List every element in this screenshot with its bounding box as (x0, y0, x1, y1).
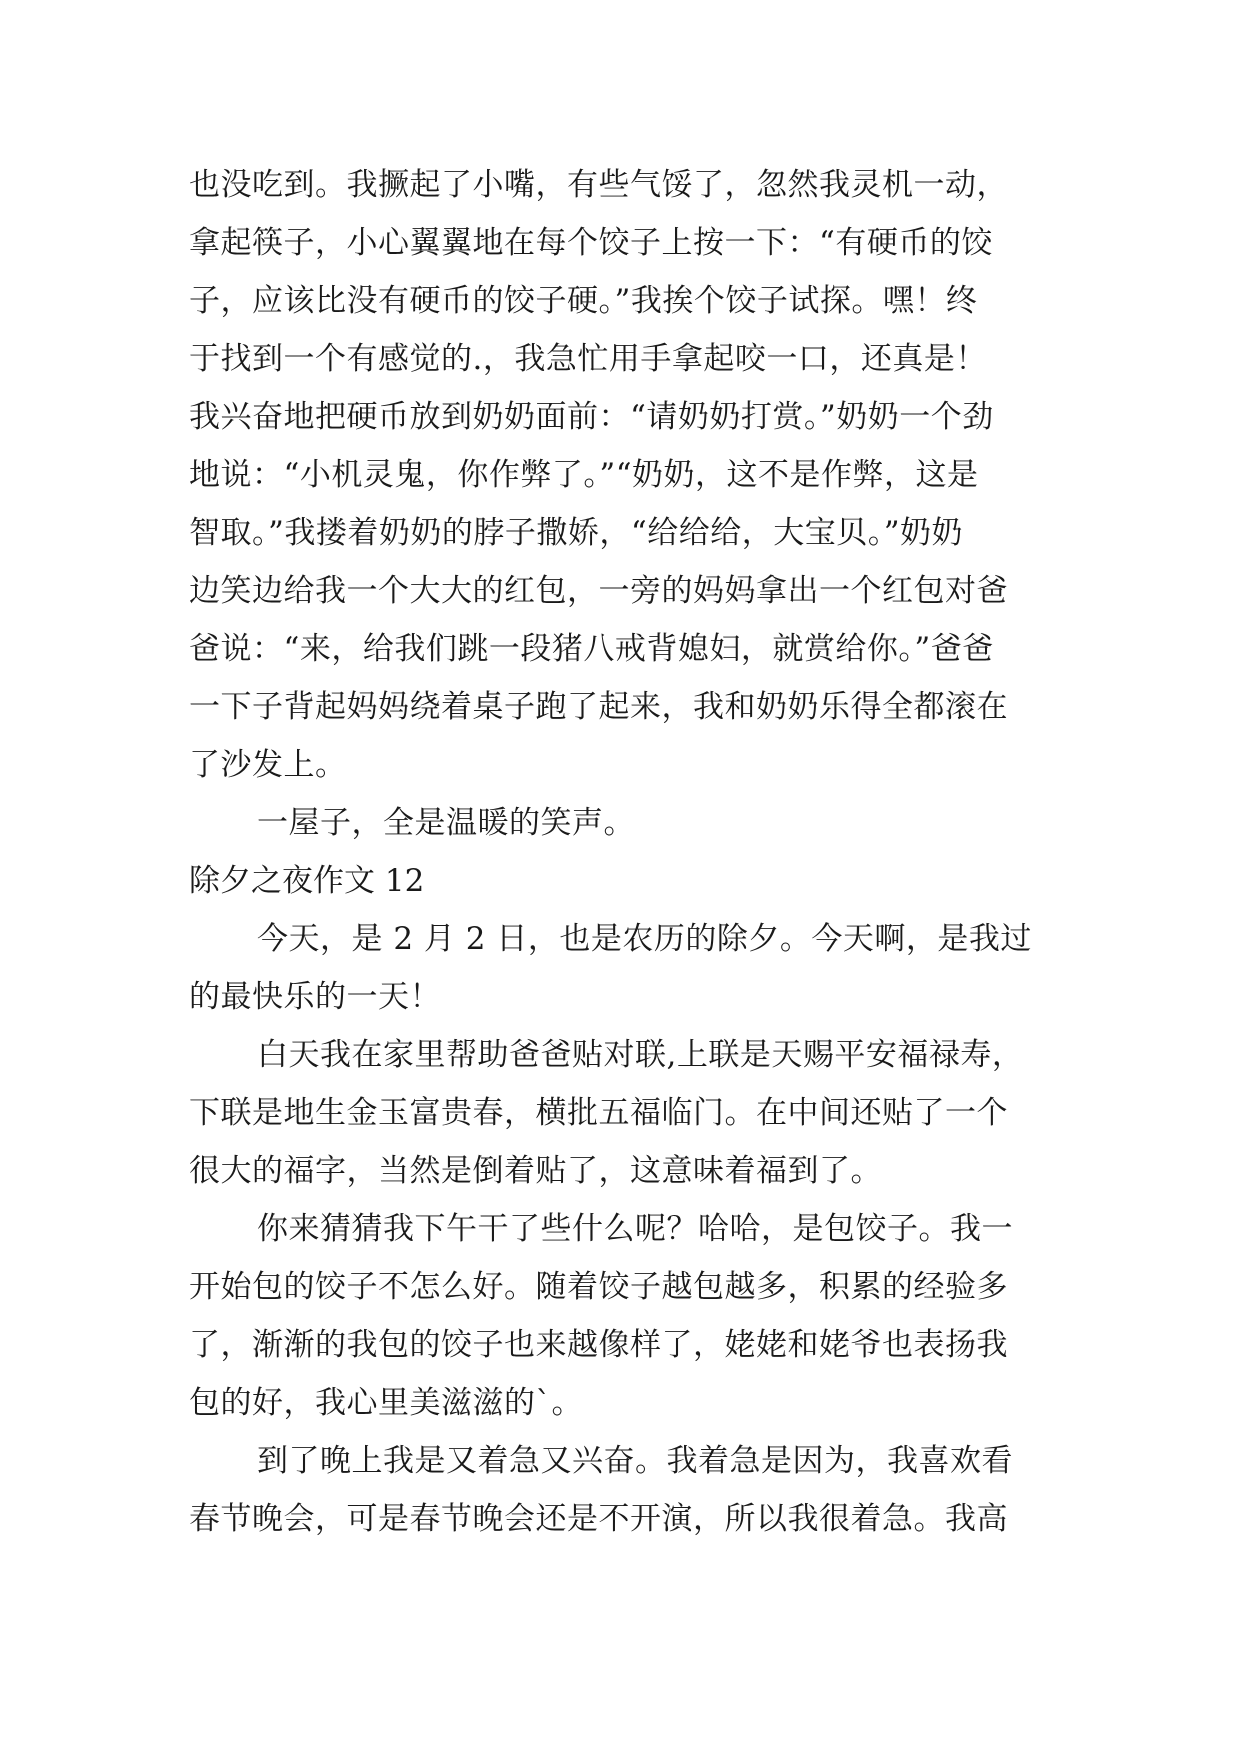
text-line: 今天，是 2 月 2 日，也是农历的除夕。今天啊，是我过 (257, 921, 1032, 957)
text-line: 白天我在家里帮助爸爸贴对联,上联是天赐平安福禄寿， (257, 1037, 1024, 1073)
text-line: 你来猜猜我下午干了些什么呢？哈哈，是包饺子。我一 (257, 1211, 1013, 1247)
text-line: 一下子背起妈妈绕着桌子跑了起来，我和奶奶乐得全都滚在 (189, 689, 1008, 725)
text-line: 于找到一个有感觉的.，我急忙用手拿起咬一口，还真是！ (189, 341, 987, 377)
text-line: 地说：“小机灵鬼，你作弊了。”“奶奶，这不是作弊，这是 (189, 457, 979, 493)
document-page (189, 156, 1049, 1548)
text-line: 也没吃到。我撅起了小嘴，有些气馁了，忽然我灵机一动， (189, 167, 1008, 203)
text-line: 开始包的饺子不怎么好。随着饺子越包越多，积累的经验多 (189, 1269, 1008, 1305)
document-body (189, 156, 1049, 1548)
text-line: 子，应该比没有硬币的饺子硬。”我挨个饺子试探。嘿！终 (189, 283, 978, 319)
section-heading: 除夕之夜作文 12 (189, 863, 425, 899)
text-line: 下联是地生金玉富贵春，横批五福临门。在中间还贴了一个 (189, 1095, 1008, 1131)
text-line: 爸说：“来，给我们跳一段猪八戒背媳妇，就赏给你。”爸爸 (189, 631, 994, 667)
text-line: 拿起筷子，小心翼翼地在每个饺子上按一下：“有硬币的饺 (189, 225, 993, 261)
text-line: 的最快乐的一天！ (189, 979, 441, 1015)
text-line: 包的好，我心里美滋滋的`。 (189, 1385, 583, 1421)
text-line: 很大的福字，当然是倒着贴了，这意味着福到了。 (189, 1153, 882, 1189)
text-line: 一屋子，全是温暖的笑声。 (257, 805, 635, 841)
text-line: 了，渐渐的我包的饺子也来越像样了，姥姥和姥爷也表扬我 (189, 1327, 1008, 1363)
text-line: 边笑边给我一个大大的红包，一旁的妈妈拿出一个红包对爸 (189, 573, 1008, 609)
text-line: 到了晚上我是又着急又兴奋。我着急是因为，我喜欢看 (257, 1443, 1013, 1479)
text-line: 我兴奋地把硬币放到奶奶面前：“请奶奶打赏。”奶奶一个劲 (189, 399, 994, 435)
text-line: 了沙发上。 (189, 747, 347, 783)
text-line: 春节晚会，可是春节晚会还是不开演，所以我很着急。我高 (189, 1501, 1008, 1537)
text-line: 智取。”我搂着奶奶的脖子撒娇，“给给给，大宝贝。”奶奶 (189, 515, 964, 551)
